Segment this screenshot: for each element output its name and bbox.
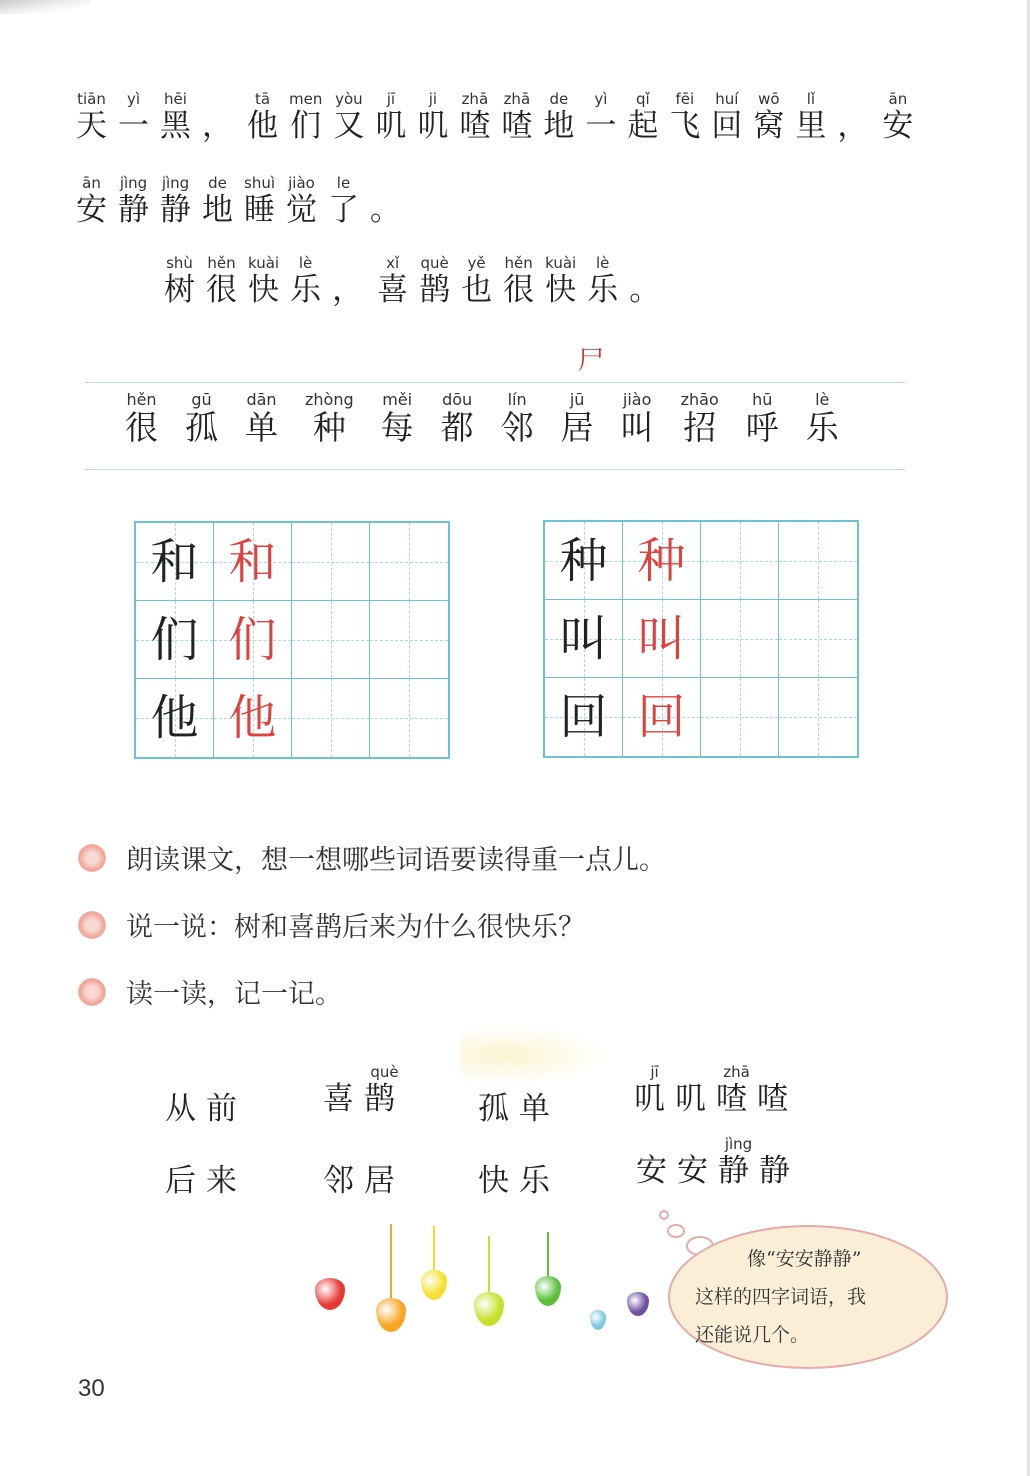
hanzi-with-pinyin: 喳zhā: [501, 90, 533, 144]
pinyin: shuì: [244, 174, 275, 192]
practice-cell: [292, 679, 370, 757]
word-char: 静: [718, 1153, 759, 1189]
hanzi-with-pinyin: 又yòu: [333, 90, 365, 144]
grid-character: 他: [150, 690, 199, 746]
hanzi-with-pinyin: 觉jiào: [286, 174, 317, 228]
practice-cell: [370, 601, 448, 679]
hanzi-with-pinyin: 叽ji: [417, 90, 449, 144]
pinyin: yì: [585, 90, 617, 108]
hanzi-with-pinyin: 鹊què: [419, 254, 451, 308]
paint-drop-icon: [627, 1286, 649, 1316]
pinyin: zhòng: [305, 390, 354, 409]
punctuation: 。: [629, 272, 661, 308]
pinyin: měi: [380, 390, 414, 409]
text-line-1: [76, 92, 924, 142]
hanzi-with-pinyin: 叽jī: [375, 90, 407, 144]
practice-cell: [779, 600, 857, 678]
grid-character: 他: [228, 690, 277, 746]
speech-bubble-text: [695, 1240, 920, 1354]
pinyin: jiào: [286, 174, 317, 192]
paint-drop-icon: [421, 1226, 447, 1300]
word-item: [323, 1065, 405, 1118]
paint-drop-icon: [474, 1236, 504, 1326]
task-text: 说一说：树和喜鹊后来为什么很快乐？: [126, 912, 585, 943]
hanzi-with-pinyin: 安ān: [76, 174, 107, 228]
new-character: 叫jiào: [620, 390, 654, 447]
pinyin: dān: [245, 390, 278, 409]
word-item: [634, 1065, 798, 1118]
hanzi-with-pinyin: 睡shuì: [244, 174, 275, 228]
pinyin: yě: [461, 254, 493, 272]
practice-cell: [292, 523, 370, 601]
flower-bullet-icon: [78, 911, 106, 939]
pinyin: jū: [560, 390, 594, 409]
pinyin: yì: [118, 90, 149, 108]
pinyin: jìng: [118, 174, 149, 192]
new-character: 邻lín: [500, 390, 534, 447]
word-char: 鹊: [364, 1081, 405, 1117]
hanzi-with-pinyin: 乐lè: [587, 254, 619, 308]
pinyin: shù: [164, 254, 195, 272]
hanzi-with-pinyin: 一yì: [118, 90, 149, 144]
word-text: 孤单: [478, 1091, 560, 1127]
model-character-cell: [545, 678, 623, 756]
new-character: 都dōu: [440, 390, 474, 447]
task-text: 读一读，记一记。: [126, 979, 342, 1010]
hanzi-with-pinyin: 了le: [328, 174, 359, 228]
word-pinyin: zhā: [716, 1063, 757, 1081]
word-pinyin: què: [364, 1063, 405, 1081]
pinyin: lè: [587, 254, 619, 272]
hanzi-with-pinyin: 里lǐ: [795, 90, 827, 144]
model-character-cell: [545, 600, 623, 678]
hanzi-with-pinyin: 很hěn: [503, 254, 535, 308]
pinyin: wō: [753, 90, 785, 108]
radical-hint: 尸: [578, 346, 605, 376]
page-corner-shadow: [0, 0, 90, 14]
pinyin: hěn: [125, 390, 158, 409]
practice-cell: [370, 679, 448, 757]
bubble-dot: [667, 1224, 685, 1238]
text-line-3: [164, 256, 674, 306]
word-text: 安安: [636, 1153, 718, 1189]
model-character-cell: [136, 523, 214, 601]
trace-character-cell: [214, 679, 292, 757]
hanzi-with-pinyin: 们men: [289, 90, 323, 144]
paint-drop-icon: [376, 1224, 406, 1332]
writing-grid-right: [543, 520, 859, 758]
decorative-paint-splash: [460, 1025, 610, 1085]
hanzi-with-pinyin: 静jìng: [118, 174, 149, 228]
word-text: 静: [759, 1153, 800, 1189]
new-character: 单dān: [245, 390, 278, 447]
practice-cell: [779, 678, 857, 756]
new-character: 居jū: [560, 390, 594, 447]
hanzi-with-pinyin: 安ān: [882, 90, 914, 144]
hanzi-with-pinyin: 树shù: [164, 254, 195, 308]
punctuation: ，: [837, 108, 869, 144]
trace-character-cell: [214, 523, 292, 601]
paint-drop-icon: [590, 1304, 606, 1330]
word-pinyin: jī: [634, 1063, 675, 1081]
word-bar-bottom-rule: [85, 469, 905, 470]
pinyin: huí: [711, 90, 743, 108]
practice-cell: [701, 522, 779, 600]
paint-drop-icon: [535, 1232, 561, 1306]
pinyin: men: [289, 90, 323, 108]
word-text: 叽: [675, 1081, 716, 1117]
bubble-dot: [659, 1210, 669, 1220]
pinyin: zhā: [459, 90, 491, 108]
trace-character-cell: [623, 522, 701, 600]
hanzi-with-pinyin: 静jìng: [160, 174, 191, 228]
word-text: 喳: [757, 1081, 798, 1117]
word-char: 叽: [634, 1081, 675, 1117]
hanzi-with-pinyin: 乐lè: [290, 254, 322, 308]
pinyin: jìng: [160, 174, 191, 192]
punctuation: ，: [332, 272, 364, 308]
hanzi-with-pinyin: 喳zhā: [459, 90, 491, 144]
word-char: 喳: [716, 1081, 757, 1117]
grid-character: 叫: [637, 610, 686, 667]
task-text: 朗读课文，想一想哪些词语要读得重一点儿。: [126, 845, 666, 876]
pinyin: fēi: [669, 90, 701, 108]
pinyin: zhāo: [680, 390, 719, 409]
pinyin: kuài: [545, 254, 577, 272]
page-number: 30: [78, 1375, 105, 1402]
practice-cell: [370, 523, 448, 601]
hanzi-with-pinyin: 他tā: [247, 90, 278, 144]
pinyin: què: [419, 254, 451, 272]
bubble-line: 像“安安静静”: [747, 1248, 862, 1270]
flower-bullet-icon: [78, 978, 106, 1006]
grid-character: 种: [637, 532, 686, 589]
grid-character: 叫: [559, 610, 608, 667]
hanzi-with-pinyin: 快kuài: [545, 254, 577, 308]
bubble-line: 这样的四字词语，我: [695, 1286, 867, 1308]
new-character: 每měi: [380, 390, 414, 447]
pinyin: lín: [500, 390, 534, 409]
pinyin: dōu: [440, 390, 474, 409]
hanzi-with-pinyin: 很hěn: [206, 254, 237, 308]
pinyin: lǐ: [795, 90, 827, 108]
new-character: 种zhòng: [305, 390, 354, 447]
word-text: 喜: [323, 1081, 364, 1117]
pinyin: ji: [417, 90, 449, 108]
pinyin: hěn: [503, 254, 535, 272]
pinyin: lè: [805, 390, 839, 409]
pinyin: kuài: [248, 254, 280, 272]
hanzi-with-pinyin: 地de: [543, 90, 575, 144]
paint-drop-icon: [315, 1272, 345, 1310]
word-item: [323, 1155, 405, 1200]
word-item: [478, 1083, 560, 1128]
trace-character-cell: [623, 600, 701, 678]
word-item: [636, 1137, 800, 1190]
pinyin: hū: [745, 390, 779, 409]
pinyin: ān: [882, 90, 914, 108]
trace-character-cell: [214, 601, 292, 679]
writing-grid-left: [134, 521, 450, 759]
word-text: 快乐: [478, 1163, 560, 1199]
hanzi-with-pinyin: 黑hēi: [160, 90, 191, 144]
new-character: 呼hū: [745, 390, 779, 447]
pinyin: gū: [185, 390, 218, 409]
practice-cell: [292, 601, 370, 679]
model-character-cell: [136, 601, 214, 679]
pinyin: de: [543, 90, 575, 108]
hanzi-with-pinyin: 一yì: [585, 90, 617, 144]
pinyin: ān: [76, 174, 107, 192]
grid-character: 们: [228, 611, 277, 668]
practice-cell: [701, 678, 779, 756]
grid-character: 和: [228, 533, 277, 590]
punctuation: ，: [202, 108, 233, 144]
task-item: [78, 972, 342, 1011]
pinyin: xǐ: [377, 254, 409, 272]
hanzi-with-pinyin: 地de: [202, 174, 233, 228]
word-text: 后来: [165, 1163, 247, 1199]
hanzi-with-pinyin: 喜xǐ: [377, 254, 409, 308]
word-bar-top-rule: [85, 382, 905, 383]
pinyin: jiào: [620, 390, 654, 409]
word-item: [165, 1083, 247, 1128]
word-item: [165, 1155, 247, 1200]
task-item: [78, 905, 585, 944]
flower-bullet-icon: [78, 844, 106, 872]
pinyin: hēi: [160, 90, 191, 108]
model-character-cell: [136, 679, 214, 757]
practice-cell: [701, 600, 779, 678]
grid-character: 们: [150, 611, 199, 668]
trace-character-cell: [623, 678, 701, 756]
pinyin: tiān: [76, 90, 107, 108]
grid-character: 回: [559, 689, 608, 745]
pinyin: jī: [375, 90, 407, 108]
pinyin: hěn: [206, 254, 237, 272]
pinyin: yòu: [333, 90, 365, 108]
new-character: 孤gū: [185, 390, 218, 447]
pinyin: qǐ: [627, 90, 659, 108]
hanzi-with-pinyin: 回huí: [711, 90, 743, 144]
word-pinyin: jìng: [718, 1135, 759, 1153]
hanzi-with-pinyin: 也yě: [461, 254, 493, 308]
new-character: 很hěn: [125, 390, 158, 447]
pinyin: tā: [247, 90, 278, 108]
word-text: 从前: [165, 1091, 247, 1127]
new-character: 乐lè: [805, 390, 839, 447]
task-item: [78, 838, 666, 877]
hanzi-with-pinyin: 起qǐ: [627, 90, 659, 144]
hanzi-with-pinyin: 快kuài: [248, 254, 280, 308]
pinyin: le: [328, 174, 359, 192]
hanzi-with-pinyin: 天tiān: [76, 90, 107, 144]
text-line-2: [76, 176, 415, 226]
practice-cell: [779, 522, 857, 600]
word-text: 邻居: [323, 1163, 405, 1199]
punctuation: 。: [370, 192, 401, 228]
bubble-line: 还能说几个。: [695, 1324, 810, 1346]
hanzi-with-pinyin: 窝wō: [753, 90, 785, 144]
grid-character: 种: [559, 532, 608, 589]
model-character-cell: [545, 522, 623, 600]
word-item: [478, 1155, 560, 1200]
pinyin: lè: [290, 254, 322, 272]
grid-character: 回: [637, 689, 686, 745]
grid-character: 和: [150, 533, 199, 590]
pinyin: zhā: [501, 90, 533, 108]
new-character-bar: [125, 390, 866, 447]
new-character: 招zhāo: [680, 390, 719, 447]
hanzi-with-pinyin: 飞fēi: [669, 90, 701, 144]
pinyin: de: [202, 174, 233, 192]
